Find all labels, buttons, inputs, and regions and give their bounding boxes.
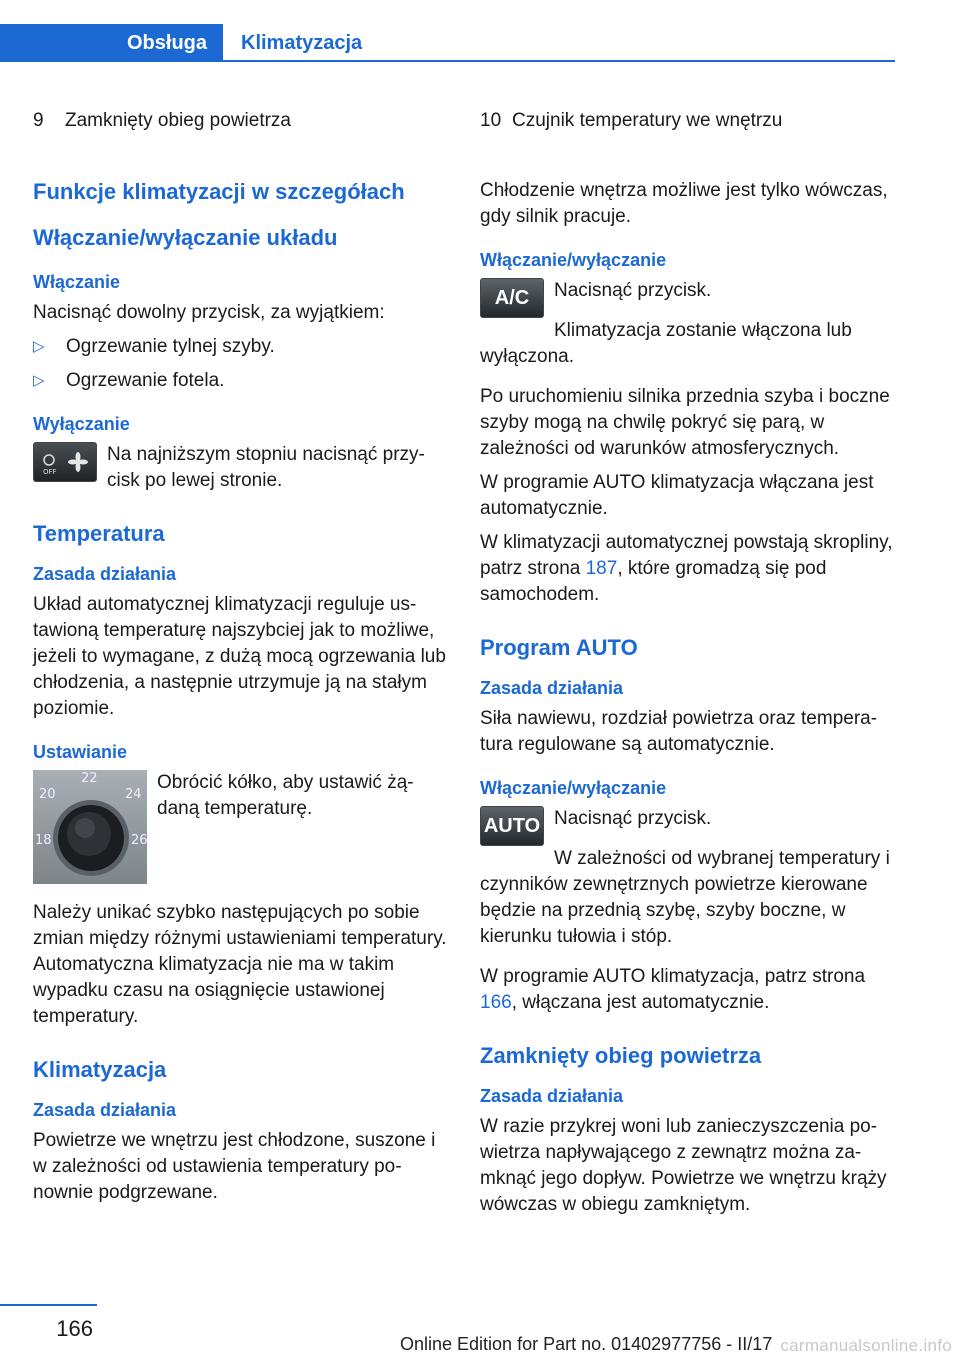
paragraph: Nacisnąć przycisk. [554, 280, 712, 301]
temperature-dial-icon [33, 770, 147, 884]
dial-label: 18 [35, 833, 52, 848]
dial-label: 24 [125, 787, 142, 802]
legend-item-9 [33, 108, 447, 134]
paragraph-text: W klimatyzacji automatycznej powstają skropliny, patrz strona [480, 532, 893, 579]
bullet-text: Ogrzewanie fotela. [66, 370, 225, 391]
dial-label: 22 [81, 771, 98, 786]
minor-heading: Ustawianie [33, 742, 128, 762]
section-heading: Temperatura [33, 521, 165, 546]
legend-number: 9 [33, 110, 44, 131]
minor-heading: Zasada działania [480, 1086, 624, 1106]
legend-text: Czujnik temperatury we wnętrzu [512, 110, 783, 131]
header-tabs [0, 24, 895, 62]
tab-klimatyzacja[interactable]: Klimatyzacja [241, 31, 363, 54]
section-heading: Klimatyzacja [33, 1057, 167, 1082]
bullet-item [33, 334, 447, 360]
paragraph: W zależności od wybranej temperatury i czynników zewnętrznych powietrze kierowane będzie na przednią szybę, szyby boczne, w kierunku tułowia i stóp. [480, 848, 890, 947]
bullet-list [33, 334, 447, 394]
paragraph: W programie AUTO klimatyzacja włączana jest automatycznie. [480, 472, 874, 519]
tab-obsluga[interactable]: Obsługa [0, 24, 223, 62]
watermark: carmanualsonline.info [780, 1336, 952, 1355]
auto-button-image: AUTO [480, 806, 544, 846]
auto-button-block [480, 806, 894, 846]
minor-heading: Zasada działania [480, 678, 624, 698]
paragraph: W razie przykrej woni lub zanieczyszczenia powietrza napływającego z zewnątrz można zamknąć jego dopływ. Powietrze we wnętrzu krąży wówczas w obiegu zamkniętym. [480, 1116, 887, 1215]
paragraph-text: , które gromadzą się pod samochodem. [480, 558, 827, 605]
fan-off-icon [34, 443, 96, 481]
paragraph: Po uruchomieniu silnika przednia szyba i boczne szyby mogą na chwilę pokryć się parą, w zależności od warunków atmosferycznych. [480, 386, 890, 459]
off-button-block [33, 442, 447, 494]
minor-heading: Zasada działania [33, 564, 177, 584]
dial-block [33, 770, 447, 884]
minor-heading: Włączanie [33, 272, 121, 292]
legend-item-10 [480, 108, 894, 134]
minor-heading: Włączanie/wyłączanie [480, 250, 667, 270]
temperature-dial-image [33, 770, 147, 884]
paragraph: Siła nawiewu, rozdział powietrza oraz temperatura regulowane są automatycznie. [480, 708, 878, 755]
triangle-bullet-icon: ▷ [33, 372, 45, 389]
section-heading: Funkcje klimatyzacji w szczegółach [33, 179, 405, 204]
dial-label: 26 [131, 833, 147, 848]
ac-button-block [480, 278, 894, 318]
paragraph: Należy unikać szybko następujących po sobie zmian między różnymi ustawieniami temperatury. Automatyczna klimatyzacja nie ma w takim wypadku czasu na osiągnięcie ustawionej temperatury. [33, 902, 447, 1027]
dial-label: 20 [39, 787, 56, 802]
off-fan-button-image [33, 442, 97, 482]
paragraph: Nacisnąć przycisk. [554, 808, 712, 829]
legend-text: Zamknięty obieg powietrza [65, 110, 291, 131]
paragraph-text: , włączana jest automatycznie. [511, 992, 770, 1013]
paragraph-text: W programie AUTO klimatyzacja, patrz strona [480, 966, 866, 987]
legend-number: 10 [480, 110, 502, 131]
triangle-bullet-icon: ▷ [33, 338, 45, 355]
paragraph: Na najniższym stopniu nacisnąć przycisk po lewej stronie. [107, 444, 425, 491]
minor-heading: Wyłączanie [33, 414, 130, 434]
footer [0, 1332, 960, 1362]
bullet-text: Ogrzewanie tylnej szyby. [66, 336, 275, 357]
section-heading: Program AUTO [480, 635, 638, 660]
paragraph: Powietrze we wnętrzu jest chłodzone, suszone i w zależności od ustawienia temperatury ponownie podgrzewane. [33, 1130, 436, 1203]
paragraph: Chłodzenie wnętrza możliwe jest tylko wówczas, gdy silnik pracuje. [480, 180, 888, 227]
page-link[interactable]: 187 [585, 558, 618, 579]
paragraph: Obrócić kółko, aby ustawić żądaną temperaturę. [157, 772, 414, 819]
left-column [33, 108, 447, 1214]
header-divider [223, 60, 895, 62]
paragraph [480, 530, 894, 608]
svg-text:OFF: OFF [43, 468, 57, 476]
page-link[interactable]: 166 [480, 992, 512, 1013]
ac-button-image: A/C [480, 278, 544, 318]
edition-text: Online Edition for Part no. 01402977756 - II/17 [400, 1334, 773, 1354]
minor-heading: Zasada działania [33, 1100, 177, 1120]
paragraph: Nacisnąć dowolny przycisk, za wyjątkiem: [33, 302, 385, 323]
bullet-item [33, 368, 447, 394]
section-heading: Zamknięty obieg powietrza [480, 1043, 762, 1068]
page-number-bar [0, 1304, 97, 1306]
page-number: 166 [56, 1316, 93, 1341]
paragraph [480, 964, 894, 1016]
paragraph: Klimatyzacja zostanie włączona lub wyłączona. [480, 320, 852, 367]
paragraph: Układ automatycznej klimatyzacji reguluje ustawioną temperaturę najszybciej jak to możliwe, jeżeli to wymagane, z dużą mocą ogrzewania lub chłodzenia, a następnie utrzymuje ją na stałym poziomie. [33, 594, 446, 719]
minor-heading: Włączanie/wyłączanie [480, 778, 667, 798]
subsection-heading: Włączanie/wyłączanie układu [33, 225, 338, 250]
right-column [480, 108, 894, 1226]
